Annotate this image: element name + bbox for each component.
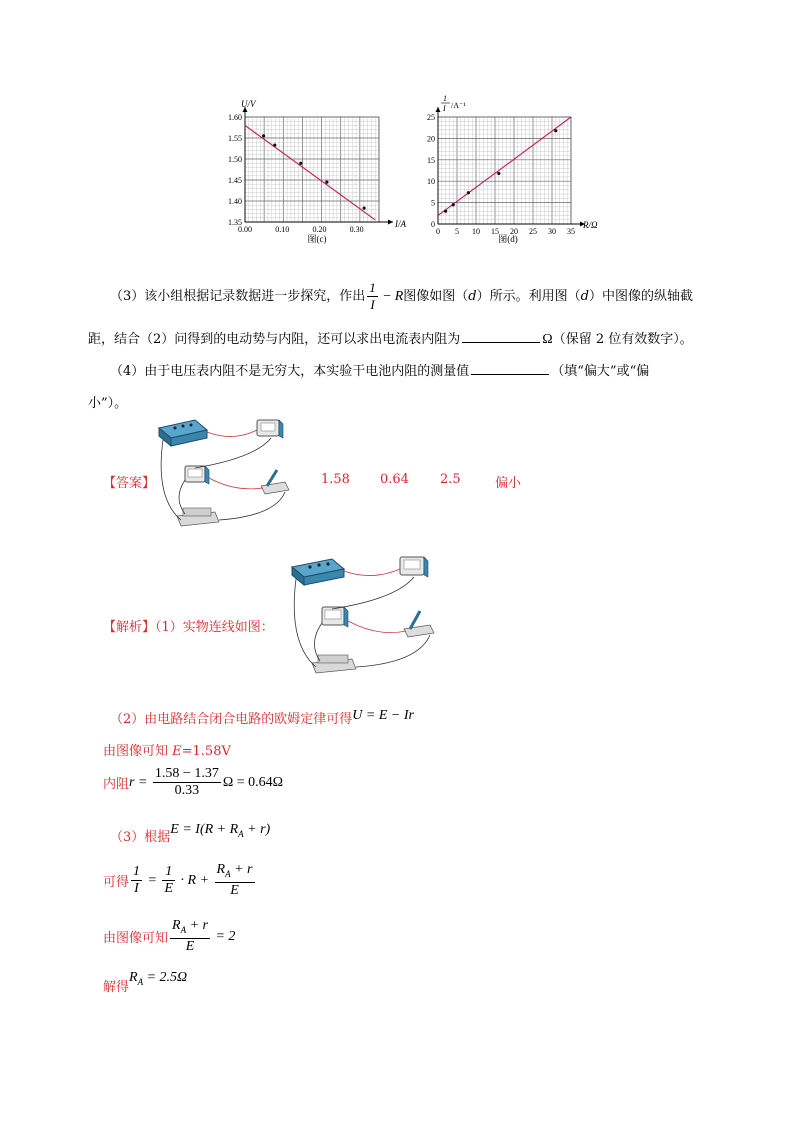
analysis-part-1: 【解析】（1）实物连线如图：: [103, 620, 274, 635]
chart-d-ylabel: [441, 94, 466, 113]
answer-blank-ra[interactable]: [462, 329, 540, 343]
svg-text:1: 1: [443, 94, 447, 103]
d-x-tick-label: 10: [472, 227, 480, 236]
c-x-tick-label: 0.10: [275, 225, 290, 234]
circuit-diagram-analysis: [288, 545, 443, 680]
d-data-point: [554, 129, 557, 132]
c-x-tick-label: 0.20: [312, 225, 327, 234]
d-y-tick-label: 25: [427, 113, 435, 122]
equation-intercept: $\frac{R_A + r}{E}$ = 2: [172, 918, 236, 954]
d-y-tick-label: 15: [427, 155, 435, 165]
analysis-intercept: 由图像可知 $\frac{R_A + r}{E}$ = 2: [103, 918, 236, 954]
analysis-derived: 可得 $\frac{1}{I}$ = $\frac{1}{E}$ · R + $\frac{R_A + r}{E}$: [103, 862, 257, 899]
answer-label: 【答案】: [103, 476, 156, 491]
chart-c-ylabel: U/V: [241, 99, 256, 109]
equation-u-e-ir: U = E − Ir: [352, 708, 414, 723]
c-data-point: [363, 207, 366, 210]
answer-value-4: 偏小: [495, 476, 522, 491]
analysis-emf: 由图像可知 E=1.58V: [103, 744, 231, 759]
c-x-tick-label: 0.30: [349, 225, 364, 234]
d-x-tick-label: 5: [455, 227, 459, 236]
c-plot-frame: [245, 117, 379, 222]
ammeter: [400, 557, 428, 577]
answer-blank-bias[interactable]: [471, 361, 549, 375]
c-x-tick-label: 0.00: [238, 225, 252, 234]
voltmeter: [322, 607, 348, 627]
c-data-point: [299, 162, 302, 165]
c-x-arrow: [388, 220, 393, 225]
chart-c-xlabel: I/A: [395, 219, 406, 229]
d-y-arrow: [436, 107, 441, 112]
d-data-point: [444, 210, 447, 213]
c-y-tick-label: 1.45: [228, 176, 242, 185]
d-x-tick-label: 15: [491, 227, 499, 236]
answer-value-1: 1.58: [321, 472, 350, 487]
answer-value-3: 2.5: [440, 472, 461, 487]
d-data-point: [467, 191, 470, 194]
svg-text:I: I: [443, 104, 446, 113]
resistance-box: [312, 655, 356, 673]
chart-c: [205, 92, 425, 252]
circuit-diagram-answer: [155, 408, 300, 533]
d-data-point: [497, 172, 500, 175]
c-data-point: [325, 181, 328, 184]
chart-d: [410, 92, 620, 252]
d-y-tick-label: 10: [427, 177, 435, 187]
chart-c-caption: 图(c): [307, 234, 327, 244]
analysis-internal-resistance: 内阻r = $\frac{1.58 - 1.37}{0.33}$ Ω = 0.64Ω: [103, 766, 284, 798]
c-y-tick-label: 1.60: [228, 113, 242, 122]
fraction-1-over-i: $\frac{1}{I}$: [369, 280, 376, 312]
equation-r: r = $\frac{1.58 - 1.37}{0.33}$ Ω = 0.64Ω: [129, 766, 284, 798]
c-y-tick-label: 1.40: [228, 197, 242, 206]
equation-ra: $R_A = 2.5\Omega$: [129, 970, 188, 987]
battery-box: [292, 559, 344, 585]
ammeter: [257, 420, 283, 438]
answer-line: [103, 472, 543, 491]
d-y-tick-label: 5: [431, 198, 435, 208]
d-data-point: [452, 203, 455, 206]
d-plot-frame: [438, 117, 571, 224]
chart-d-xlabel: R/Ω: [583, 220, 598, 230]
question-3-line-1: （3）该小组根据记录数据进一步探究，作出 $\frac{1}{I}$ − R图像如图（d）所示。利用图（d）中图像的纵轴截: [110, 280, 693, 312]
switch: [404, 611, 434, 637]
d-y-tick-label: 20: [427, 134, 435, 144]
d-x-tick-label: 30: [548, 227, 556, 236]
battery-box: [159, 420, 207, 446]
resistance-box: [177, 508, 219, 526]
d-x-tick-label: 35: [567, 227, 575, 236]
chart-d-grid: [438, 117, 571, 224]
c-y-tick-label: 1.35: [228, 218, 242, 227]
analysis-part-3: （3）根据$E = I(R + R_A + r)$: [110, 822, 271, 845]
d-x-tick-label: 20: [510, 227, 518, 236]
d-x-tick-label: 25: [529, 227, 537, 236]
c-data-point: [273, 144, 276, 147]
c-y-tick-label: 1.55: [228, 134, 242, 143]
question-4-line-2: 小”）。: [88, 396, 128, 411]
d-x-tick-label: 0: [436, 227, 440, 236]
c-data-point: [262, 134, 265, 137]
d-y-tick-label: 0: [431, 220, 435, 229]
analysis-result: 解得$R_A = 2.5\Omega$: [103, 970, 188, 995]
c-y-tick-label: 1.50: [228, 155, 242, 164]
analysis-label: 【解析】: [103, 620, 156, 635]
answer-value-2: 0.64: [380, 472, 409, 487]
svg-text:/A⁻¹: /A⁻¹: [451, 101, 466, 110]
chart-d-caption: 图(d): [498, 234, 518, 244]
equation-e-ir: $E = I(R + R_A + r)$: [170, 822, 271, 839]
equation-inverse-i: $\frac{1}{I}$ = $\frac{1}{E}$ · R + $\frac{R_A + r}{E}$: [133, 862, 253, 898]
question-3-line-2: 距，结合（2）问得到的电动势与内阻，还可以求出电流表内阻为 Ω（保留 2 位有效数字）。: [88, 328, 693, 348]
question-4-line-1: （4）由于电压表内阻不是无穷大，本实验干电池内阻的测量值 （填“偏大”或“偏: [110, 360, 649, 379]
analysis-part-2: （2）由电路结合闭合电路的欧姆定律可得U = E − Ir: [110, 708, 414, 727]
chart-c-grid: [245, 117, 379, 222]
